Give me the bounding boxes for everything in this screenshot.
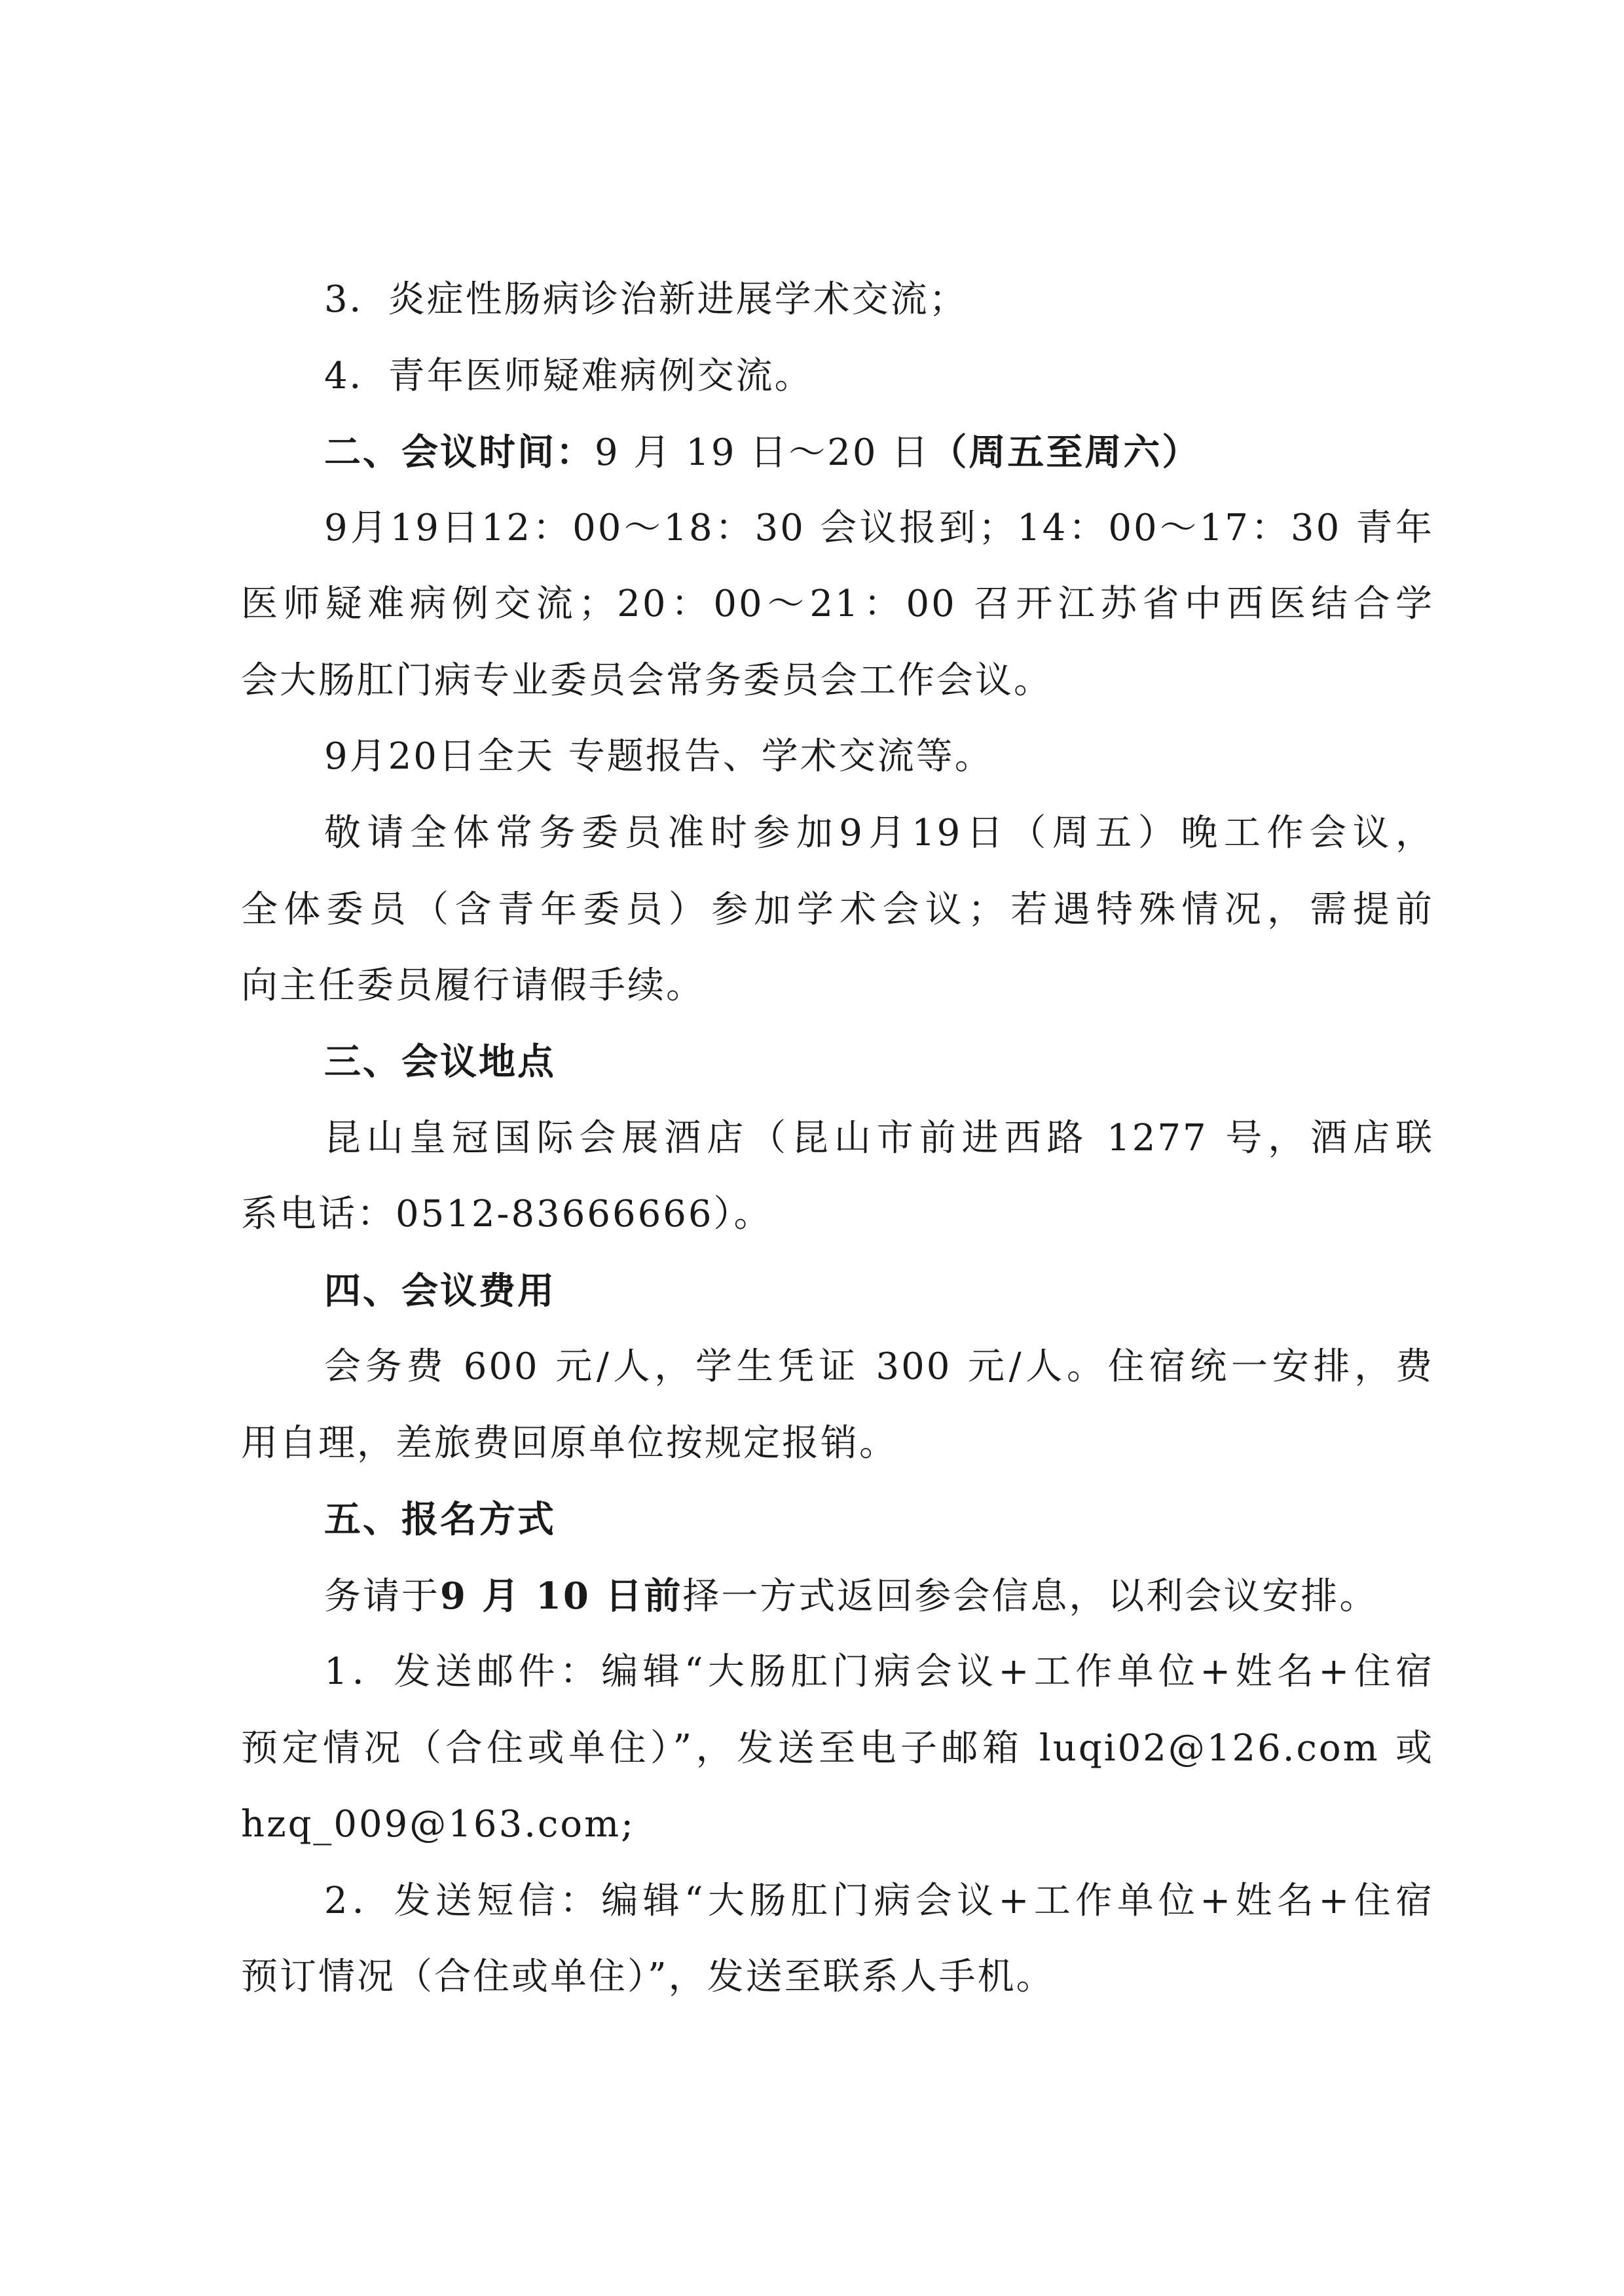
- schedule-day20: 9月20日全天 专题报告、学术交流等。: [324, 735, 993, 778]
- sms-method-line1: 2．发送短信：编辑“大肠肛门病会议+工作单位+姓名+住宿: [324, 1880, 1434, 1922]
- fee-line1: 会务费 600 元/人，学生凭证 300 元/人。住宿统一安排，费: [324, 1345, 1434, 1388]
- venue-line2: 系电话：0512-83666666）。: [241, 1193, 773, 1235]
- section-4-heading: 四、会议费用: [324, 1269, 556, 1313]
- section-2-title: 二、会议时间：: [324, 431, 595, 474]
- email-method-line2: 预定情况（合住或单住）”，发送至电子邮箱 luqi02@126.com 或: [241, 1727, 1434, 1770]
- deadline-suffix: 择一方式返回参会信息，以利会议安排。: [682, 1575, 1378, 1618]
- email-method-line1: 1．发送邮件：编辑“大肠肛门病会议+工作单位+姓名+住宿: [324, 1650, 1434, 1693]
- section-2-heading: [324, 429, 1434, 476]
- agenda-item-4: 4．青年医师疑难病例交流。: [324, 355, 813, 397]
- email-method-line3: hzq_009@163.com;: [241, 1803, 636, 1846]
- notice-line2: 全体委员（含青年委员）参加学术会议；若遇特殊情况，需提前: [241, 888, 1434, 931]
- fee-line2: 用自理，差旅费回原单位按规定报销。: [241, 1422, 898, 1465]
- deadline-date: 9 月 10 日前: [440, 1575, 683, 1618]
- section-2-weekday: （周五至周六）: [930, 431, 1201, 474]
- notice-line3: 向主任委员履行请假手续。: [241, 964, 705, 1007]
- notice-line1: 敬请全体常务委员准时参加9月19日（周五）晚工作会议，: [324, 812, 1434, 854]
- schedule-day19-line1: 9月19日12：00～18：30 会议报到；14：00～17：30 青年: [324, 507, 1434, 549]
- venue-line1: 昆山皇冠国际会展酒店（昆山市前进西路 1277 号，酒店联: [324, 1117, 1434, 1159]
- registration-deadline: [324, 1573, 1434, 1620]
- schedule-day19-line3: 会大肠肛门病专业委员会常务委员会工作会议。: [241, 659, 1052, 702]
- section-3-heading: 三、会议地点: [324, 1040, 556, 1084]
- agenda-item-3: 3．炎症性肠病诊治新进展学术交流；: [324, 278, 968, 321]
- section-5-heading: 五、报名方式: [324, 1498, 556, 1541]
- section-2-date: 9 月 19 日～20 日: [595, 431, 931, 474]
- sms-method-line2: 预订情况（合住或单住）”，发送至联系人手机。: [241, 1956, 1055, 1998]
- deadline-prefix: 务请于: [324, 1575, 440, 1618]
- schedule-day19-line2: 医师疑难病例交流；20：00～21：00 召开江苏省中西医结合学: [241, 583, 1434, 625]
